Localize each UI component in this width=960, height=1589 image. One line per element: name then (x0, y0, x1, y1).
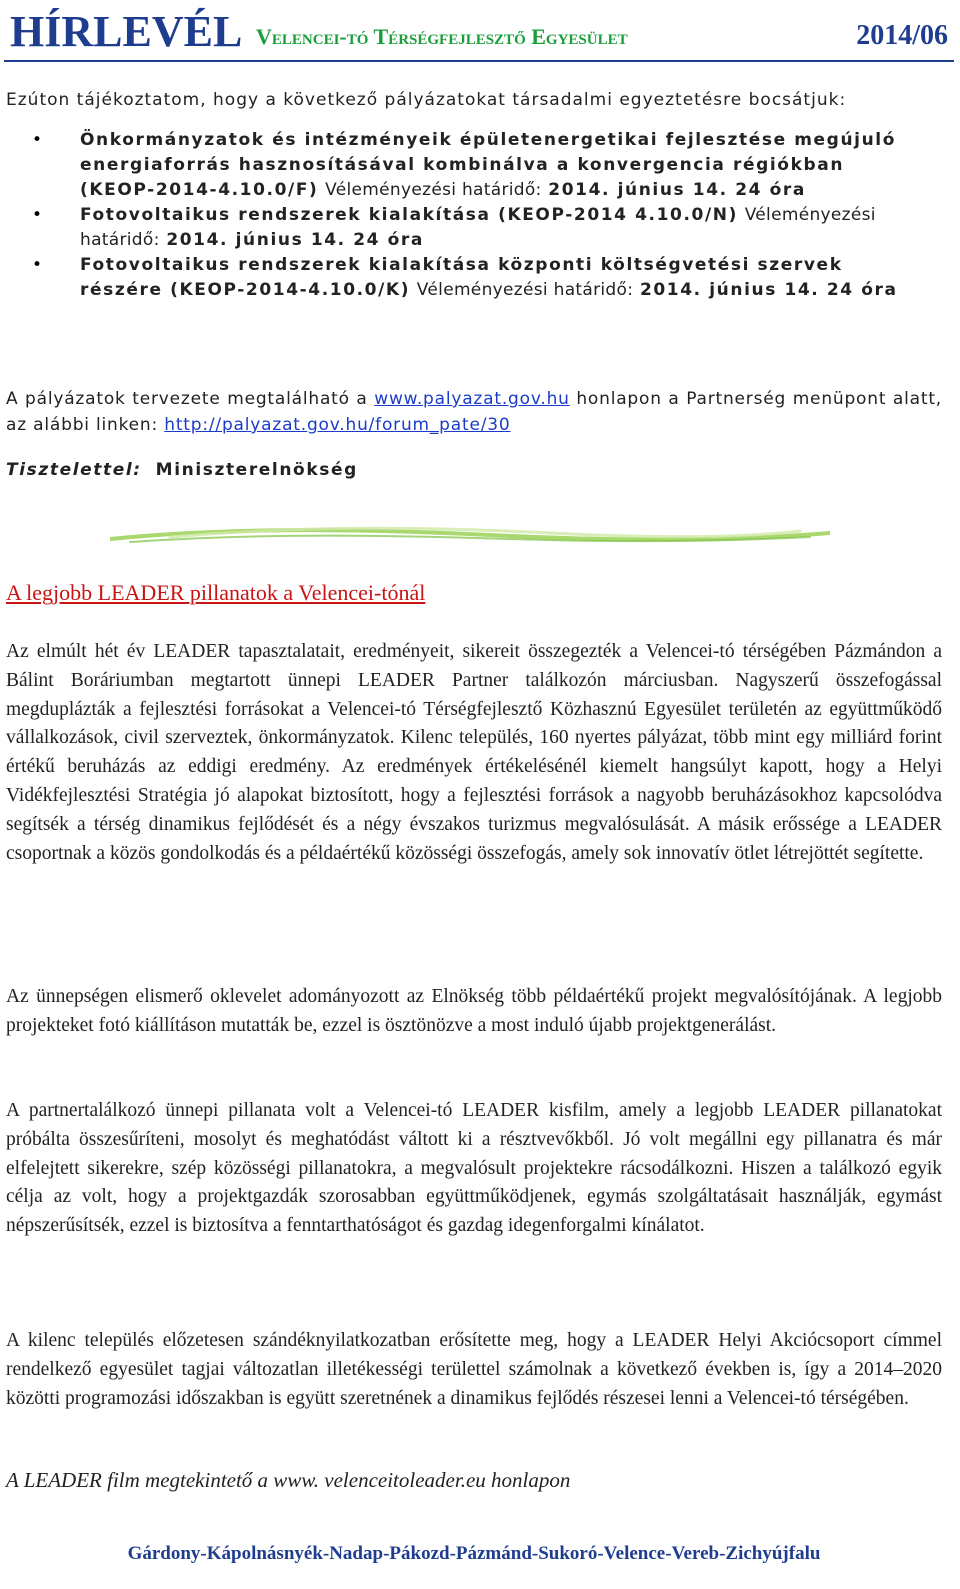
film-note: A LEADER film megtekintető a www. velenceitoleader.eu honlapon (6, 1468, 571, 1492)
links-text-2: honlapon a Partnerség menüpont alatt, az alábbi linken: (6, 389, 942, 435)
article-paragraph-1: Az elmúlt hét év LEADER tapasztalatait, eredményeit, sikereit összegezték a Velencei-tó térségében Pázmándon a Bálint Boráriumban megtartott ünnepi LEADER Partner találkozón márciusban. Nagyszerű összefogással megduplázták a fejlesztési forrásokat a Velencei-tó Térségfejlesztő Közhasznú Egyesület területén az együttműködő vállalkozások, civil szerveztek, önkormányzatok. Kilenc település, 160 nyertes pályázat, több mint egy milliárd forint értékű beruházás az eddigi eredmény. Az eredmények értékelésénél kiemelt hangsúlyt kapott, hogy a Helyi Vidékfejlesztési Stratégia jó alapokat biztosított, hogy a fejlesztési források a nagyobb beruházásokhoz kapcsolódva segítsék a térség dinamikus fejlődését és a négy évszakos turizmus megvalósulását. A másik erőssége a LEADER csoportnak a közös gondolkodás és a példaértékű közösségi összefogás, amely sok innovatív ötlet létrejöttét segítette. (6, 641, 942, 864)
deadline-label: Véleményezési határidő: (325, 180, 542, 200)
organization-name: Velencei-tó Térségfejlesztő Egyesület (256, 24, 628, 49)
deadline-value: 2014. június 14. 24 óra (166, 230, 424, 250)
divider-swoosh (110, 515, 830, 555)
list-item (80, 253, 910, 303)
deadline-value: 2014. június 14. 24 óra (639, 280, 898, 300)
tender-title: Önkormányzatok és intézményeik épületenergetikai fejlesztése megújuló energiaforrás hasznosításával kombinálva a konvergencia régiókban (KEOP-2014-4.10.0/F) (80, 130, 896, 200)
deadline-label: Véleményezési határidő: (416, 280, 634, 300)
newsletter-header (4, 4, 954, 62)
article-paragraph-4: A kilenc település előzetesen szándéknyilatkozatban erősítette meg, hogy a LEADER Helyi Akciócsoport címmel rendelkező egyesület tagjai változatlan illetékességi területtel számolnak a következő években is, így a 2014–2020 közötti programozási időszakban is együtt szeretnének a dinamikus fejlődés részesei lenni a Velencei-tó térségében. (6, 1330, 942, 1409)
links-text-1: A pályázatok tervezete megtalálható a (6, 389, 368, 409)
palyazat-link[interactable]: www.palyazat.gov.hu (374, 389, 570, 409)
article-paragraph-2: Az ünnepségen elismerő oklevelet adományozott az Elnökség több példaértékű projekt megvalósítójának. A legjobb projekteket fotó kiállításon mutatták be, ezzel is ösztönözve a most induló újabb projektgenerálást. (6, 986, 942, 1036)
regards-label: Tisztelettel: (6, 460, 142, 480)
list-item (80, 203, 910, 253)
list-item (80, 128, 910, 203)
deadline-value: 2014. június 14. 24 óra (548, 180, 806, 200)
article-title: A legjobb LEADER pillanatok a Velencei-tónál (6, 580, 426, 605)
issue-date: 2014/06 (856, 20, 948, 51)
tender-list (80, 128, 910, 303)
signature-line (6, 460, 358, 480)
deadline-label: Véleményezési határidő: (80, 205, 876, 250)
links-paragraph (6, 386, 942, 438)
newsletter-title: HÍRLEVÉL (10, 7, 243, 56)
tender-title: Fotovoltaikus rendszerek kialakítása (KEOP-2014 4.10.0/N) (80, 205, 738, 225)
tender-title: Fotovoltaikus rendszerek kialakítása központi költségvetési szervek részére (KEOP-2014-4.10.0/K) (80, 255, 843, 300)
forum-link[interactable]: http://palyazat.gov.hu/forum_pate/30 (164, 415, 511, 435)
signature-name: Miniszterelnökség (155, 460, 358, 480)
footer-settlements: Gárdony-Kápolnásnyék-Nadap-Pákozd-Pázmánd-Sukoró-Velence-Vereb-Zichyújfalu (127, 1543, 821, 1564)
article-paragraph-3: A partnertalálkozó ünnepi pillanata volt a Velencei-tó LEADER kisfilm, amely a legjobb LEADER pillanatokat próbálta összesűríteni, mosolyt és meghatódást váltott ki a résztvevőkből. Jó volt megállni egy pillanatra és már elfelejtett sikerekre, szép közösségi pillanatokra, a megvalósult projektekre rácsodálkozni. Hiszen a találkozó egyik célja az volt, hogy a projektgazdák szorosabban együttműködjenek, egymás szolgáltatásait használják, egymást népszerűsítsék, ezzel is biztosítva a fenntarthatóságot és gazdag idegenforgalmi kínálatot. (6, 1100, 942, 1237)
intro-text: Ezúton tájékoztatom, hogy a következő pályázatokat társadalmi egyeztetésre bocsátjuk: (6, 90, 847, 110)
